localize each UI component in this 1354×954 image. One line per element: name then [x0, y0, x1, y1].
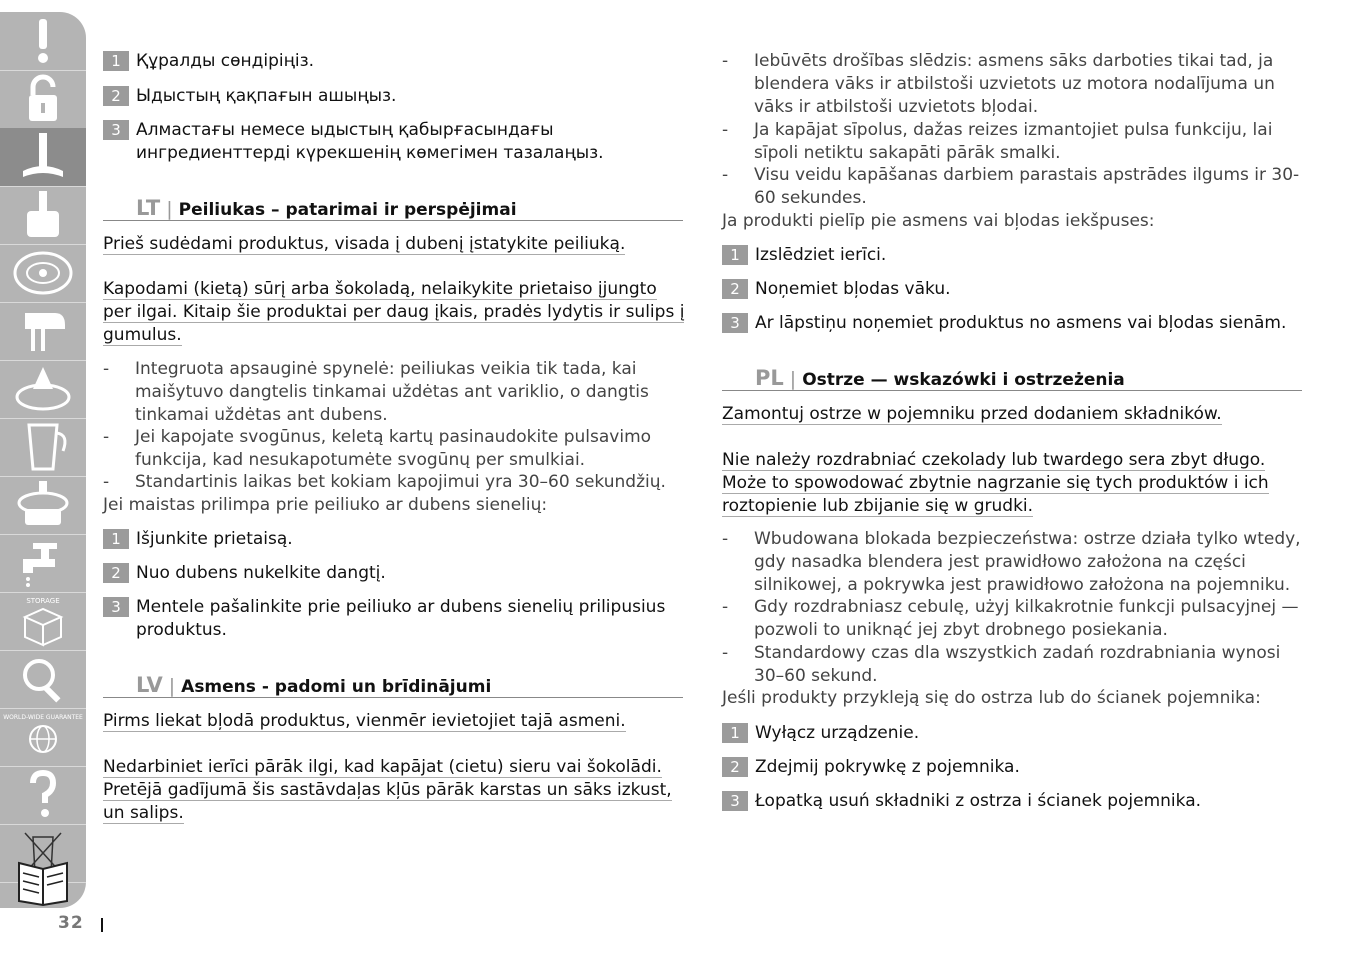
disc-icon[interactable]	[0, 244, 86, 303]
step-number: 3	[103, 120, 129, 140]
pl-bullet-2: - Gdy rozdrabniasz cebulę, użyj kilkakrotnie funkcji pulsacyjnej — pozwoli to uniknąć jej zbyt drobnego posiekania.	[722, 597, 1299, 640]
food-processor-icon[interactable]	[0, 476, 86, 535]
lt-section-heading: LT | Peiliukas – patarimai ir perspėjimai	[103, 196, 683, 221]
mixer-icon[interactable]	[0, 302, 86, 361]
kk-step-1	[103, 50, 685, 73]
lt-step-3: 3 Mentele pašalinkite prie peiliuko ar dubens sienelių prilipusius produktus.	[103, 596, 685, 642]
kk-step-3	[103, 119, 685, 165]
pl-intro: Jeśli produkty przykleją się do ostrza lub do ścianek pojemnika:	[722, 688, 1261, 708]
pl-bullet-3: - Standardowy czas dla wszystkich zadań rozdrabniania wynosi 30–60 sekund.	[722, 643, 1281, 686]
step-text: Ыдыстың қақпағын ашыңыз.	[136, 86, 397, 106]
lt-warning-2: Kapodami (kietą) sūrį arba šokoladą, nelaikykite prietaiso įjungto per ilgai. Kitaip šie produktai per daug įkais, pradės lydytis ir sulips į gumulus.	[103, 279, 685, 345]
pl-step-2: 2 Zdejmij pokrywkę z pojemnika.	[722, 756, 1304, 779]
pl-warning-1: Zamontuj ostrze w pojemniku przed dodaniem składników.	[722, 404, 1222, 424]
sidebar	[0, 12, 86, 908]
lv-bullet-2: - Ja kapājat sīpolus, dažas reizes izmantojiet pulsa funkciju, lai sīpoli netiktu sakapāti pārāk smalki.	[722, 120, 1273, 163]
lt-step-1: 1 Išjunkite prietaisą.	[103, 528, 685, 551]
lv-step-2: 2 Noņemiet bļodas vāku.	[722, 278, 1304, 301]
lv-bullet-3: - Visu veidu kapāšanas darbiem parastais apstrādes ilgums ir 30-60 sekundes.	[722, 165, 1300, 208]
lv-warning-2: Nedarbiniet ierīci pārāk ilgi, kad kapājat (cietu) sieru vai šokolādi. Pretējā gadījumā šis sastāvdaļas kļūs pārāk karstas un sāks izkust, un salips.	[103, 757, 672, 823]
lv-warning-1: Pirms liekat bļodā produktus, vienmēr ievietojiet tajā asmeni.	[103, 711, 626, 731]
lt-bullet-3: - Standartinis laikas bet kokiam kapojimui yra 30–60 sekundžių.	[103, 472, 666, 492]
lang-code: LT	[136, 196, 161, 220]
pl-bullet-1: - Wbudowana blokada bezpieczeństwa: ostrze działa tylko wtedy, gdy nasadka blendera jest prawidłowo założona na części silnikowej, a pokrywka jest prawidłowo założona na pojemniku.	[722, 529, 1301, 595]
page-number-rule	[101, 918, 103, 932]
step-number: 1	[103, 51, 129, 71]
lv-step-3: 3 Ar lāpstiņu noņemiet produktus no asmens vai bļodas sienām.	[722, 312, 1304, 335]
pl-section-heading: PL | Ostrze — wskazówki i ostrzeżenia	[722, 366, 1302, 391]
blender-jug-icon[interactable]	[0, 418, 86, 477]
step-number: 2	[103, 86, 129, 106]
lt-bullet-2: - Jei kapojate svogūnus, keletą kartų pasinaudokite pulsavimo funkcija, kad nesukapotumėte svogūnų per smulkiai.	[103, 427, 652, 470]
lang-code: LV	[136, 673, 163, 697]
book-icon[interactable]	[0, 854, 86, 908]
pl-step-3: 3 Łopatką usuń składniki z ostrza i ścianek pojemnika.	[722, 790, 1304, 813]
lang-code: PL	[755, 366, 784, 390]
padlock-icon[interactable]	[0, 70, 86, 129]
section-title: Ostrze — wskazówki i ostrzeżenia	[802, 370, 1125, 390]
magnifier-icon[interactable]	[0, 650, 86, 709]
page-number: 32	[58, 913, 84, 933]
lv-bullet-1: - Iebūvēts drošības slēdzis: asmens sāks darboties tikai tad, ja blendera vāks ir atbilstoši uzvietots uz motora nodalījuma un vāks ir atbilstoši uzvietots bļodai.	[722, 51, 1275, 117]
section-title: Peiliukas – patarimai ir perspėjimai	[178, 200, 517, 220]
lv-step-1: 1 Izslēdziet ierīci.	[722, 244, 1304, 267]
section-title: Asmens - padomi un brīdinājumi	[181, 677, 492, 697]
storage-box-icon[interactable]	[0, 592, 86, 651]
question-icon[interactable]	[0, 766, 86, 825]
lv-section-heading: LV | Asmens - padomi un brīdinājumi	[103, 673, 683, 698]
lt-bullet-1: - Integruota apsauginė spynelė: peiliukas veikia tik tada, kai maišytuvo dangtelis tinkamai uždėtas ant variklio, o dangtis tinkamai uždėtas ant dubens.	[103, 359, 649, 425]
globe-icon[interactable]	[0, 708, 86, 767]
pl-step-1: 1 Wyłącz urządzenie.	[722, 722, 1304, 745]
storage-label: STORAGE	[26, 597, 60, 605]
lt-step-2: 2 Nuo dubens nukelkite dangtį.	[103, 562, 685, 585]
blade-icon[interactable]	[0, 128, 86, 187]
lt-intro: Jei maistas prilimpa prie peiliuko ar dubens sienelių:	[103, 495, 548, 515]
step-text: Алмастағы немесе ыдыстың қабырғасындағы ингредиенттерді күрекшенің көмегімен тазалаңыз.	[136, 120, 604, 163]
pl-warning-2: Nie należy rozdrabniać czekolady lub twardego sera zbyt długo. Może to spowodować zbytnie nagrzanie się tych produktów i ich roztopienie lub zbijanie się w grudki.	[722, 450, 1269, 516]
chopper-icon[interactable]	[0, 186, 86, 245]
kk-step-2	[103, 85, 685, 108]
tap-icon[interactable]	[0, 534, 86, 593]
lt-warning-1: Prieš sudėdami produktus, visada į dubenį įstatykite peiliuką.	[103, 234, 626, 254]
step-text: Құралды сөндіріңіз.	[136, 51, 315, 71]
guarantee-label: WORLD-WIDE GUARANTEE	[3, 714, 83, 721]
juicer-icon[interactable]	[0, 360, 86, 419]
exclamation-icon[interactable]	[0, 12, 86, 71]
lv-intro: Ja produkti pielīp pie asmens vai bļodas iekšpuses:	[722, 211, 1155, 231]
